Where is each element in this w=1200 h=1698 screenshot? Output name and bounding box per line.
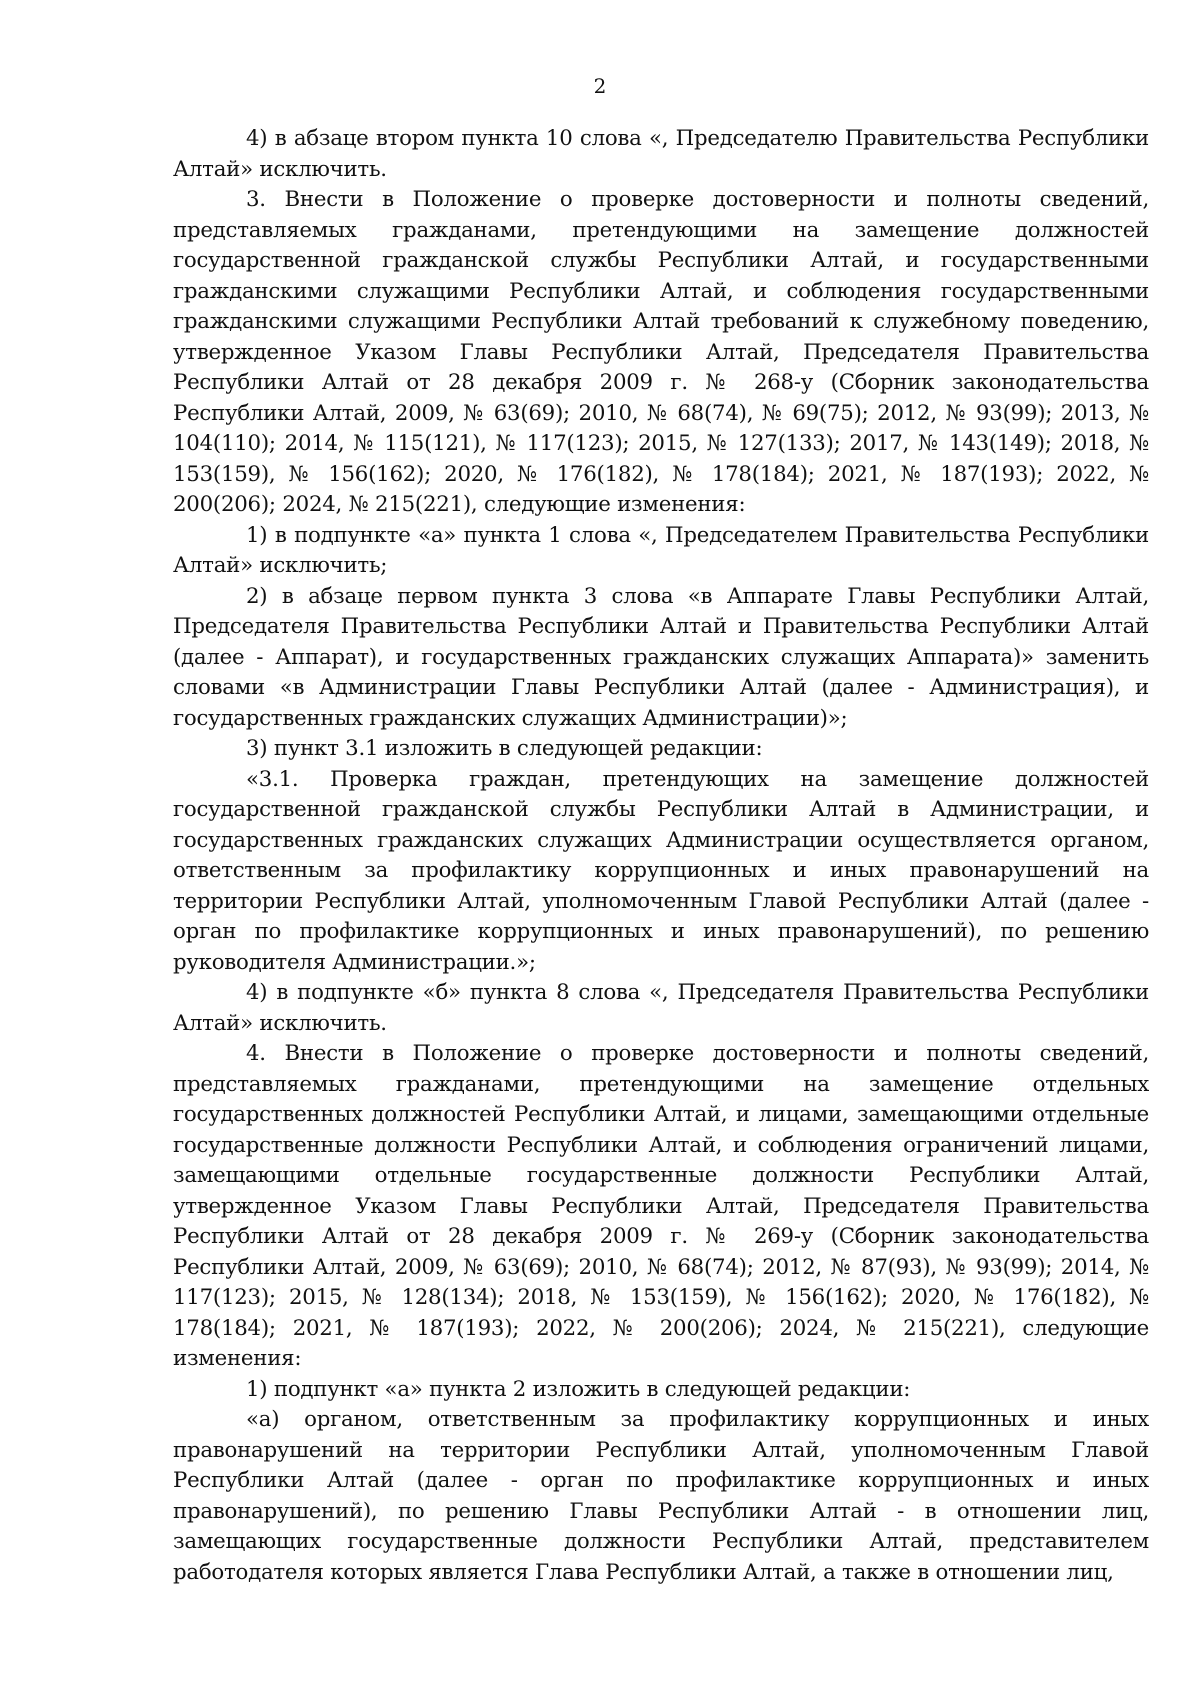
paragraph-section-4-subitem-1: 1) подпункт «а» пункта 2 изложить в следующей редакции: — [246, 1376, 911, 1402]
paragraph-section-4: 4. Внести в Положение о проверке достоверности и полноты сведений, представляемых гражданами, претендующими на замещение отдельных государственных должностей Республики Алтай, и лицами, замещающими отдельные государственные должности Республики Алтай, и соблюдения ограничений лицами, замещающими отдельные государственные должности Республики Алтай, утвержденное Указом Главы Республики Алтай, Председателя Правительства Республики Алтай от 28 декабря 2009 г. № 269-у (Сборник законодательства Республики Алтай, 2009, № 63(69); 2010, № 68(74); 2012, № 87(93), № 93(99); 2014, № 117(123); 2015, № 128(134); 2018, № 153(159), № 156(162); 2020, № 176(182), № 178(184); 2021, № 187(193); 2022, № 200(206); 2024, № 215(221), следующие изменения: — [173, 1041, 1149, 1371]
paragraph-subitem-1: 1) в подпункте «а» пункта 1 слова «, Председателем Правительства Республики Алтай» исключить; — [173, 522, 1149, 578]
paragraph-item-4-abzac: 4) в абзаце втором пункта 10 слова «, Председателю Правительства Республики Алтай» исключить. — [173, 126, 1149, 182]
paragraph-subitem-4: 4) в подпункте «б» пункта 8 слова «, Председателя Правительства Республики Алтай» исключить. — [173, 980, 1149, 1036]
paragraph-subitem-2: 2) в абзаце первом пункта 3 слова «в Аппарате Главы Республики Алтай, Председателя Правительства Республики Алтай и Правительства Республики Алтай (далее - Аппарат), и государственных гражданских служащих Аппарата)» заменить словами «в Администрации Главы Республики Алтай (далее - Администрация), и государственных гражданских служащих Администрации)»; — [173, 583, 1149, 731]
paragraph-section-3: 3. Внести в Положение о проверке достоверности и полноты сведений, представляемых гражданами, претендующими на замещение должностей государственной гражданской службы Республики Алтай, и государственными гражданскими служащими Республики Алтай, и соблюдения государственными гражданскими служащими Республики Алтай требований к служебному поведению, утвержденное Указом Главы Республики Алтай, Председателя Правительства Республики Алтай от 28 декабря 2009 г. № 268-у (Сборник законодательства Республики Алтай, 2009, № 63(69); 2010, № 68(74), № 69(75); 2012, № 93(99); 2013, № 104(110); 2014, № 115(121), № 117(123); 2015, № 127(133); 2017, № 143(149); 2018, № 153(159), № 156(162); 2020, № 176(182), № 178(184); 2021, № 187(193); 2022, № 200(206); 2024, № 215(221), следующие изменения: — [173, 187, 1149, 517]
page-number: 2 — [593, 74, 607, 98]
paragraph-subitem-3: 3) пункт 3.1 изложить в следующей редакции: — [246, 736, 763, 761]
paragraph-clause-a: «а) органом, ответственным за профилактику коррупционных и иных правонарушений на территории Республики Алтай, уполномоченным Главой Республики Алтай (далее - орган по профилактике коррупционных и иных правонарушений), по решению Главы Республики Алтай - в отношении лиц, замещающих государственные должности Республики Алтай, представителем работодателя которых является Глава Республики Алтай, а также в отношении лиц, — [173, 1407, 1149, 1585]
paragraph-clause-3-1: «3.1. Проверка граждан, претендующих на замещение должностей государственной гражданской службы Республики Алтай в Администрации, и государственных гражданских служащих Администрации осуществляется органом, ответственным за профилактику коррупционных и иных правонарушений на территории Республики Алтай, уполномоченным Главой Республики Алтай (далее - орган по профилактике коррупционных и иных правонарушений), по решению руководителя Администрации.»; — [173, 766, 1149, 975]
document-body — [173, 124, 1149, 1588]
